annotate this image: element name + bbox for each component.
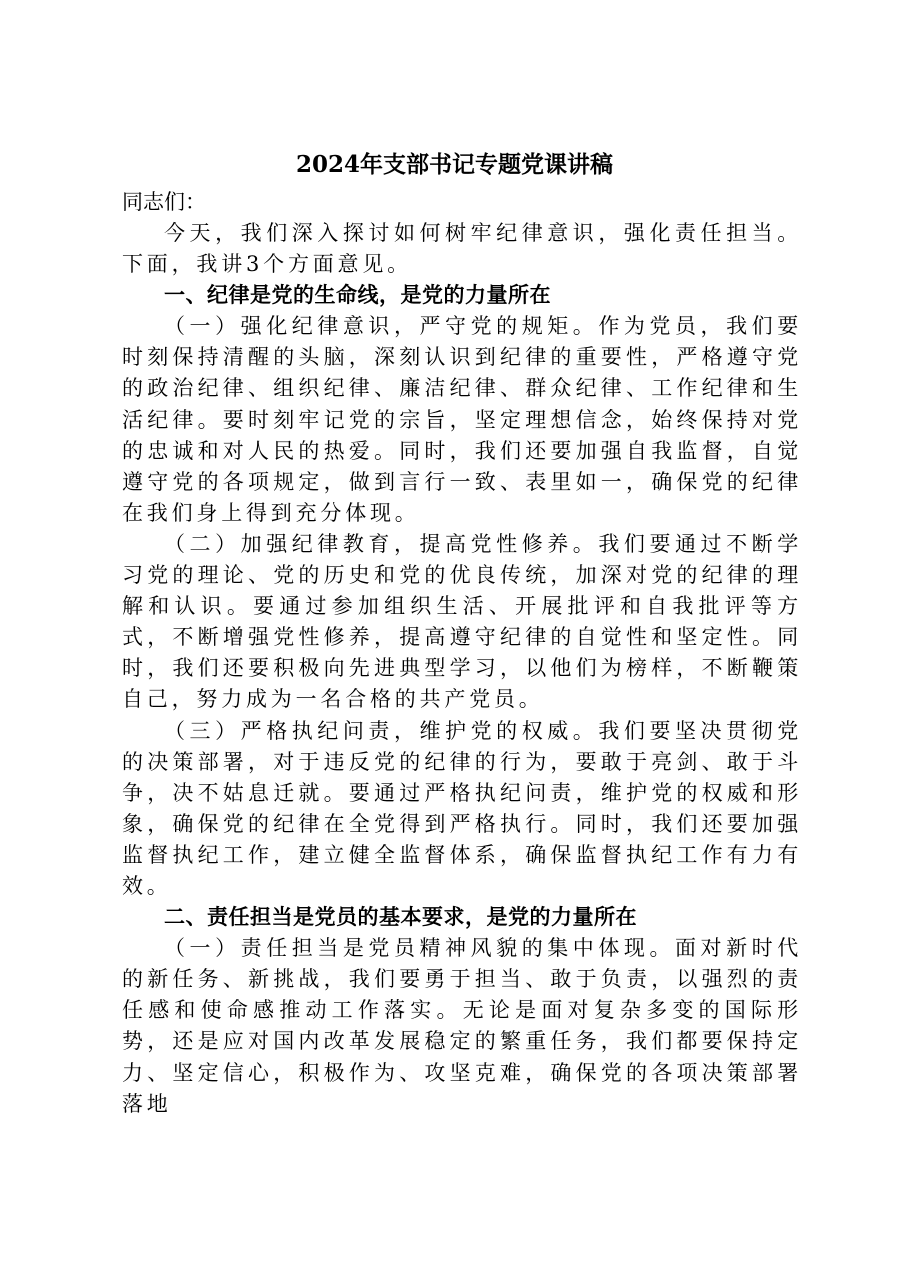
intro-paragraph: 今天，我们深入探讨如何树牢纪律意识，强化责任担当。下面，我讲3个方面意见。	[122, 221, 802, 277]
section-1-paragraph-3: （三）严格执纪问责，维护党的权威。我们要坚决贯彻党的决策部署，对于违反党的纪律的行为，要敢于亮剑、敢于斗争，决不姑息迁就。要通过严格执纪问责，维护党的权威和形象，确保党的纪律在全党得到严格执行。同时，我们还要加强监督执纪工作，建立健全监督体系，确保监督执纪工作有力有效。	[122, 718, 802, 898]
section-2-paragraph-1: （一）责任担当是党员精神风貌的集中体现。面对新时代的新任务、新挑战，我们要勇于担当、敢于负责，以强烈的责任感和使命感推动工作落实。无论是面对复杂多变的国际形势，还是应对国内改革发展稳定的繁重任务，我们都要保持定力、坚定信心，积极作为、攻坚克难，确保党的各项决策部署落地	[122, 936, 802, 1116]
section-1-paragraph-2: （二）加强纪律教育，提高党性修养。我们要通过不断学习党的理论、党的历史和党的优良传统，加深对党的纪律的理解和认识。要通过参加组织生活、开展批评和自我批评等方式，不断增强党性修养，提高遵守纪律的自觉性和坚定性。同时，我们还要积极向先进典型学习，以他们为榜样，不断鞭策自己，努力成为一名合格的共产党员。	[122, 531, 802, 712]
section-1-paragraph-1: （一）强化纪律意识，严守党的规矩。作为党员，我们要时刻保持清醒的头脑，深刻认识到纪律的重要性，严格遵守党的政治纪律、组织纪律、廉洁纪律、群众纪律、工作纪律和生活纪律。要时刻牢记党的宗旨，坚定理想信念，始终保持对党的忠诚和对人民的热爱。同时，我们还要加强自我监督，自觉遵守党的各项规定，做到言行一致、表里如一，确保党的纪律在我们身上得到充分体现。	[122, 314, 802, 525]
document-body	[122, 218, 802, 1120]
salutation: 同志们：	[122, 190, 206, 214]
section-1-heading: 一、纪律是党的生命线，是党的力量所在	[164, 283, 551, 308]
document-title: 2024年支部书记专题党课讲稿	[295, 151, 613, 178]
section-2-heading: 二、责任担当是党员的基本要求，是党的力量所在	[164, 905, 637, 930]
